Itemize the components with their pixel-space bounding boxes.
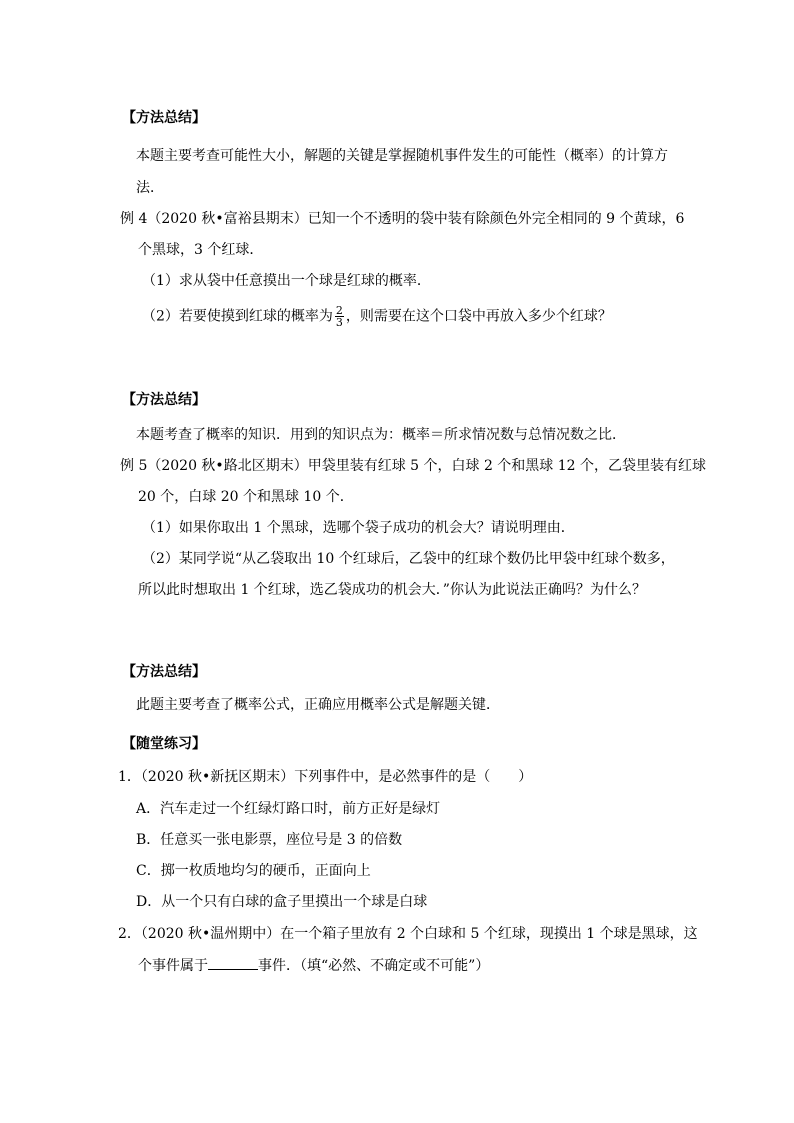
option-d: D．从一个只有白球的盒子里摸出一个球是白球 [136,894,428,910]
question-2-cont: 所以此时想取出 1 个红球，选乙袋成功的机会大．”你认为此说法正确吗？为什么？ [138,582,646,598]
example-line: 个黑球，3 个红球． [138,242,264,258]
fraction-denominator: 3 [335,316,343,329]
question-2 [142,305,612,328]
question-text: 事件．（填“必然、不确定或不可能”） [258,958,490,974]
question-1: （1）如果你取出 1 个黑球，选哪个袋子成功的机会大？请说明理由． [142,520,575,536]
practice-question-1: 1．（2020 秋•新抚区期末）下列事件中，是必然事件的是（ ） [118,769,533,785]
method-summary-heading: 【方法总结】 [122,110,206,126]
option-b: B．任意买一张电影票，座位号是 3 的倍数 [136,832,403,848]
answer-blank [208,955,258,970]
practice-question-2: 2．（2020 秋•温州期中）在一个箱子里放有 2 个白球和 5 个红球，现摸出 1 个球是黑球，这 [118,926,698,942]
paragraph-line: 此题主要考查了概率公式，正确应用概率公式是解题关键． [136,697,500,713]
paragraph-line: 法． [136,180,164,196]
practice-heading: 【随堂练习】 [122,736,206,752]
question-text: ，则需要在这个口袋中再放入多少个红球？ [345,308,612,325]
question-2: （2）某同学说“从乙袋取出 10 个红球后，乙袋中的红球个数仍比甲袋中红球个数多， [142,551,675,567]
fraction [335,305,344,328]
example-line: 20 个，白球 20 个和黑球 10 个． [138,489,354,505]
fraction-numerator: 2 [335,304,343,317]
question-text: （2）若要使摸到红球的概率为 [142,308,333,325]
paragraph-line: 本题主要考查可能性大小，解题的关键是掌握随机事件发生的可能性（概率）的计算方 [136,148,668,164]
example-line: 例 4（2020 秋•富裕县期末）已知一个不透明的袋中装有除颜色外完全相同的 9 个黄球，6 [120,211,685,227]
option-c: C．掷一枚质地均匀的硬币，正面向上 [136,863,371,879]
practice-question-2-cont [138,955,489,976]
method-summary-heading: 【方法总结】 [122,392,206,408]
question-text: 个事件属于 [138,958,208,974]
option-a: A．汽车走过一个红绿灯路口时，前方正好是绿灯 [136,801,441,817]
question-1: （1）求从袋中任意摸出一个球是红球的概率． [142,273,431,289]
method-summary-heading: 【方法总结】 [122,664,206,680]
paragraph-line: 本题考查了概率的知识．用到的知识点为：概率＝所求情况数与总情况数之比． [136,427,626,443]
example-line: 例 5（2020 秋•路北区期末）甲袋里装有红球 5 个，白球 2 个和黑球 12 个，乙袋里装有红球 [120,458,707,474]
